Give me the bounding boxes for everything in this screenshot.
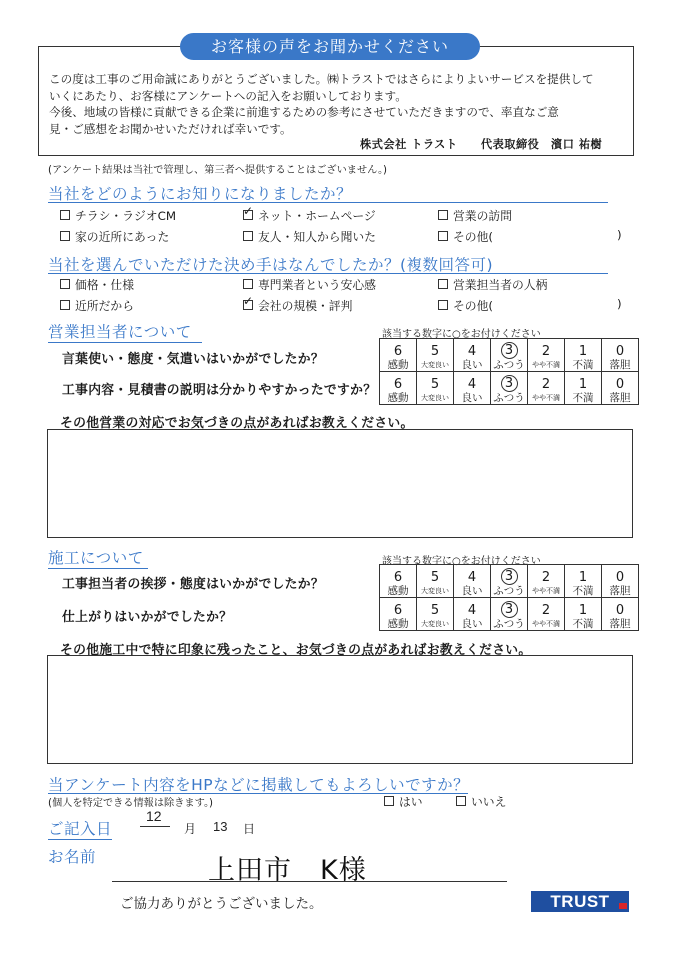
name-value: 上田市 K様 [208, 855, 367, 886]
publish-no[interactable]: いいえ [456, 793, 506, 810]
rating-number-circled: 3 [501, 601, 518, 618]
rating-cell[interactable] [602, 565, 639, 598]
rating-number: 6 [393, 569, 403, 585]
rating-label: 不満 [572, 584, 594, 597]
rating-row [380, 565, 639, 598]
rating-cell[interactable] [528, 598, 565, 631]
rating-label: ふつう [493, 359, 525, 371]
rating-number: 1 [578, 569, 588, 585]
logo-accent [619, 903, 627, 909]
rating-cell[interactable] [417, 372, 454, 405]
rating-cell[interactable] [491, 565, 528, 598]
rating-label: やや不満 [532, 586, 560, 595]
rating-cell[interactable] [380, 598, 417, 631]
rating-row [380, 339, 639, 372]
rating-label: 感動 [387, 391, 409, 404]
checkbox-checked[interactable] [243, 210, 253, 220]
publish-heading: 当アンケート内容をHPなどに掲載してもよろしいですか？ [48, 776, 470, 794]
rating-number: 2 [541, 602, 551, 618]
rating-label: 大変良い [421, 393, 449, 402]
rating-cell[interactable] [454, 372, 491, 405]
checkbox[interactable] [456, 796, 466, 806]
rating-cell[interactable] [380, 339, 417, 372]
rating-label: やや不満 [532, 619, 560, 628]
q2-other-close: ) [617, 297, 622, 311]
rating-label: 不満 [572, 358, 594, 371]
rating-label: 良い [461, 617, 483, 630]
rating-number: 4 [467, 343, 477, 359]
q1-option[interactable]: ✓ ネット・ホームページ [243, 207, 376, 224]
intro-line: この度は工事のご用命誠にありがとうございました。㈱トラストではさらによりよいサービスを提供して [49, 72, 594, 86]
rating-cell[interactable] [528, 565, 565, 598]
rating-number: 1 [578, 602, 588, 618]
rating-cell[interactable] [417, 339, 454, 372]
rating-label: 感動 [387, 617, 409, 630]
q2-option[interactable]: 価格・仕様 [60, 276, 134, 293]
q2-option[interactable]: 近所だから [60, 297, 134, 314]
checkbox[interactable] [60, 300, 70, 310]
q1-option[interactable]: チラシ・ラジオCM [60, 207, 176, 224]
sales-comment-box[interactable] [47, 429, 633, 538]
trust-logo: TRUST [531, 891, 629, 912]
construction-question-b: 仕上がりはいかがでしたか？ [62, 610, 233, 625]
q1-option[interactable]: その他( [438, 228, 493, 245]
q1-option[interactable]: 友人・知人から聞いた [243, 228, 376, 245]
rating-label: やや不満 [532, 393, 560, 402]
rating-number: 2 [541, 376, 551, 392]
rating-label: 感動 [387, 358, 409, 371]
rating-hint: 該当する数字に○をお付けください [382, 329, 541, 340]
intro-line: 今後、地域の皆様に貢献できる企業に前進するための参考にさせていただきますので、率直なご意 [49, 105, 559, 119]
rating-number: 0 [615, 343, 625, 359]
publish-yes[interactable]: はい [384, 793, 423, 810]
rating-label: 不満 [572, 391, 594, 404]
intro-text [49, 71, 629, 137]
rating-cell[interactable] [565, 339, 602, 372]
construction-question-a: 工事担当者の挨拶・態度はいかがでしたか？ [62, 577, 324, 592]
date-month-value: 12 [146, 808, 162, 824]
publish-note: (個人を特定できる情報は除きます。) [48, 798, 214, 809]
checkbox[interactable] [60, 279, 70, 289]
rating-label: 落胆 [609, 617, 631, 630]
rating-label: やや不満 [532, 360, 560, 369]
rating-number: 0 [615, 602, 625, 618]
rating-label: 大変良い [421, 619, 449, 628]
rating-cell[interactable] [380, 372, 417, 405]
rating-cell[interactable] [417, 565, 454, 598]
construction-free-prompt: その他施工中で特に印象に残ったこと、お気づきの点があればお教えください。 [60, 643, 532, 658]
date-line [140, 826, 170, 827]
thanks-text: ご協力ありがとうございました。 [120, 896, 323, 912]
rating-cell[interactable] [417, 598, 454, 631]
intro-line: 見・ご感想をお聞かせいただければ幸いです。 [49, 121, 292, 136]
rating-number: 1 [578, 343, 588, 359]
q2-option[interactable]: その他( [438, 297, 493, 314]
q1-option[interactable]: 営業の訪問 [438, 207, 512, 224]
intro-line: いくにあたり、お客様にアンケートへの記入をお願いしております。 [49, 88, 407, 103]
rating-number: 5 [430, 343, 440, 359]
rating-label: 大変良い [421, 586, 449, 595]
rating-cell[interactable] [454, 598, 491, 631]
rating-number: 6 [393, 376, 403, 392]
q2-option[interactable]: ✓ 会社の規模・評判 [243, 297, 352, 314]
name-label: お名前 [48, 848, 97, 866]
rating-number: 4 [467, 602, 477, 618]
checkbox[interactable] [438, 210, 448, 220]
rating-number-circled: 3 [501, 568, 518, 585]
rating-label: 落胆 [609, 358, 631, 371]
rating-number: 2 [541, 569, 551, 585]
date-label: ご記入日 [48, 817, 112, 840]
date-month-unit: 月 [184, 822, 197, 836]
q2-underline [48, 273, 608, 274]
rating-number: 6 [393, 602, 403, 618]
rating-row [380, 372, 639, 405]
rating-cell[interactable] [565, 565, 602, 598]
rating-cell[interactable] [491, 372, 528, 405]
rating-number: 5 [430, 602, 440, 618]
rating-table-sales [379, 338, 639, 405]
rating-cell[interactable] [602, 598, 639, 631]
rating-number: 1 [578, 376, 588, 392]
q1-option[interactable]: 家の近所にあった [60, 228, 169, 245]
checkbox-checked[interactable] [243, 300, 253, 310]
rating-cell[interactable] [602, 372, 639, 405]
checkbox[interactable] [243, 231, 253, 241]
rating-cell[interactable] [602, 339, 639, 372]
sales-heading: 営業担当者について [48, 320, 202, 343]
checkbox[interactable] [243, 279, 253, 289]
rating-cell[interactable] [565, 372, 602, 405]
company-signature: 株式会社 トラスト 代表取締役 濱口 祐樹 [360, 138, 603, 151]
rating-number: 4 [467, 569, 477, 585]
rating-cell[interactable] [491, 339, 528, 372]
rating-label: 落胆 [609, 584, 631, 597]
q2-heading: 当社を選んでいただけた決め手はなんでしたか？(複数回答可) [48, 256, 494, 274]
rating-number-circled: 3 [501, 375, 518, 392]
rating-label: 落胆 [609, 391, 631, 404]
sales-question-b: 工事内容・見積書の説明は分かりやすかったですか？ [62, 383, 377, 398]
rating-label: 不満 [572, 617, 594, 630]
page-title: お客様の声をお聞かせください [180, 33, 480, 60]
construction-heading: 施工について [48, 546, 148, 569]
q2-option[interactable]: 営業担当者の人柄 [438, 276, 547, 293]
construction-comment-box[interactable] [47, 655, 633, 764]
privacy-note: (アンケート結果は当社で管理し、第三者へ提供することはございません。) [48, 165, 388, 176]
checkbox[interactable] [438, 279, 448, 289]
checkbox[interactable] [60, 231, 70, 241]
rating-number: 5 [430, 569, 440, 585]
sales-free-prompt: その他営業の対応でお気づきの点があればお教えください。 [60, 416, 414, 431]
rating-row [380, 598, 639, 631]
rating-cell[interactable] [491, 598, 528, 631]
rating-label: ふつう [493, 392, 525, 404]
rating-number: 4 [467, 376, 477, 392]
q2-option[interactable]: 専門業者という安心感 [243, 276, 376, 293]
rating-cell[interactable] [454, 339, 491, 372]
name-line [112, 881, 507, 882]
rating-label: 良い [461, 391, 483, 404]
rating-number: 0 [615, 569, 625, 585]
checkbox[interactable] [60, 210, 70, 220]
rating-label: 良い [461, 584, 483, 597]
date-day-unit: 日 [243, 822, 256, 836]
rating-number: 6 [393, 343, 403, 359]
rating-number: 5 [430, 376, 440, 392]
date-day-value: 13 [213, 819, 228, 834]
rating-number: 0 [615, 376, 625, 392]
sales-question-a: 言葉使い・態度・気遣いはいかがでしたか？ [62, 352, 324, 367]
rating-label: ふつう [493, 585, 525, 597]
rating-label: 感動 [387, 584, 409, 597]
rating-number: 2 [541, 343, 551, 359]
rating-label: 良い [461, 358, 483, 371]
checkbox[interactable] [438, 300, 448, 310]
rating-label: ふつう [493, 618, 525, 630]
rating-cell[interactable] [528, 372, 565, 405]
rating-cell[interactable] [565, 598, 602, 631]
checkbox[interactable] [384, 796, 394, 806]
q1-heading: 当社をどのようにお知りになりましたか？ [48, 185, 353, 203]
rating-hint: 該当する数字に○をお付けください [382, 556, 541, 567]
rating-cell[interactable] [454, 565, 491, 598]
rating-label: 大変良い [421, 360, 449, 369]
rating-number-circled: 3 [501, 342, 518, 359]
rating-cell[interactable] [528, 339, 565, 372]
q1-underline [48, 202, 608, 203]
q1-other-close: ) [617, 228, 622, 242]
checkbox[interactable] [438, 231, 448, 241]
rating-table-construction [379, 564, 639, 631]
rating-cell[interactable] [380, 565, 417, 598]
